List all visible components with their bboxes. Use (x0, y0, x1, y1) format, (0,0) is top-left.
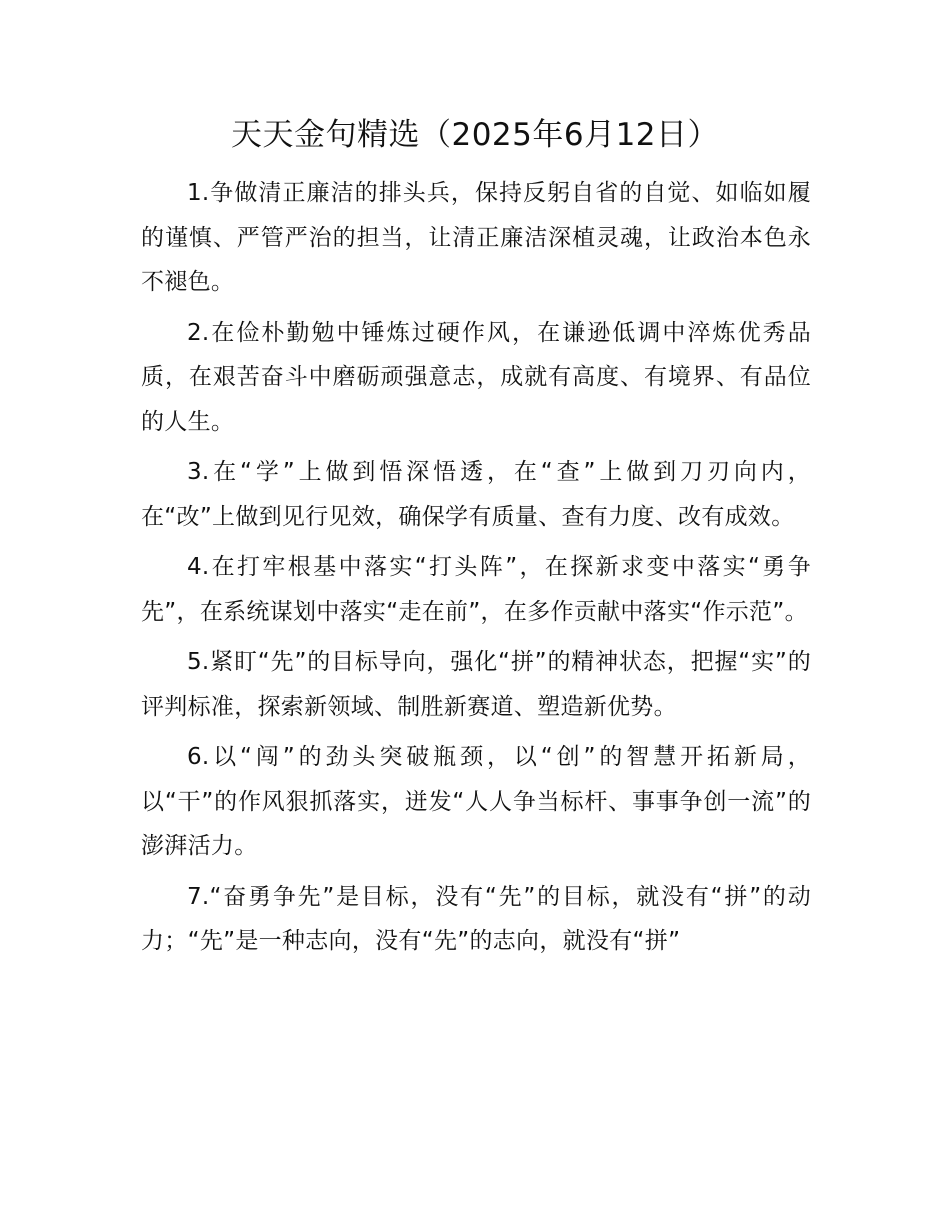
document-body (141, 171, 811, 970)
page-title: 天天金句精选（2025年6月12日） (230, 117, 720, 153)
paragraph-7: 7.“奋勇争先”是目标，没有“先”的目标，就没有“拼”的动力；“先”是一种志向，没有“先”的志向，就没有“拼” (141, 883, 811, 954)
paragraph-4: 4.在打牢根基中落实“打头阵”，在探新求变中落实“勇争先”，在系统谋划中落实“走在前”，在多作贡献中落实“作示范”。 (141, 554, 811, 625)
paragraph-3: 3.在“学”上做到悟深悟透，在“查”上做到刀刃向内，在“改”上做到见行见效，确保学有质量、查有力度、改有成效。 (141, 459, 811, 530)
paragraph-6: 6.以“闯”的劲头突破瓶颈，以“创”的智慧开拓新局，以“干”的作风狠抓落实，迸发“人人争当标杆、事事争创一流”的澎湃活力。 (141, 744, 811, 859)
paragraph-5: 5.紧盯“先”的目标导向，强化“拼”的精神状态，把握“实”的评判标准，探索新领域、制胜新赛道、塑造新优势。 (141, 649, 811, 720)
paragraph-1: 1.争做清正廉洁的排头兵，保持反躬自省的自觉、如临如履的谨慎、严管严治的担当，让清正廉洁深植灵魂，让政治本色永不褪色。 (141, 180, 811, 295)
paragraph-2: 2.在俭朴勤勉中锤炼过硬作风，在谦逊低调中淬炼优秀品质，在艰苦奋斗中磨砺顽强意志，成就有高度、有境界、有品位的人生。 (141, 319, 811, 435)
